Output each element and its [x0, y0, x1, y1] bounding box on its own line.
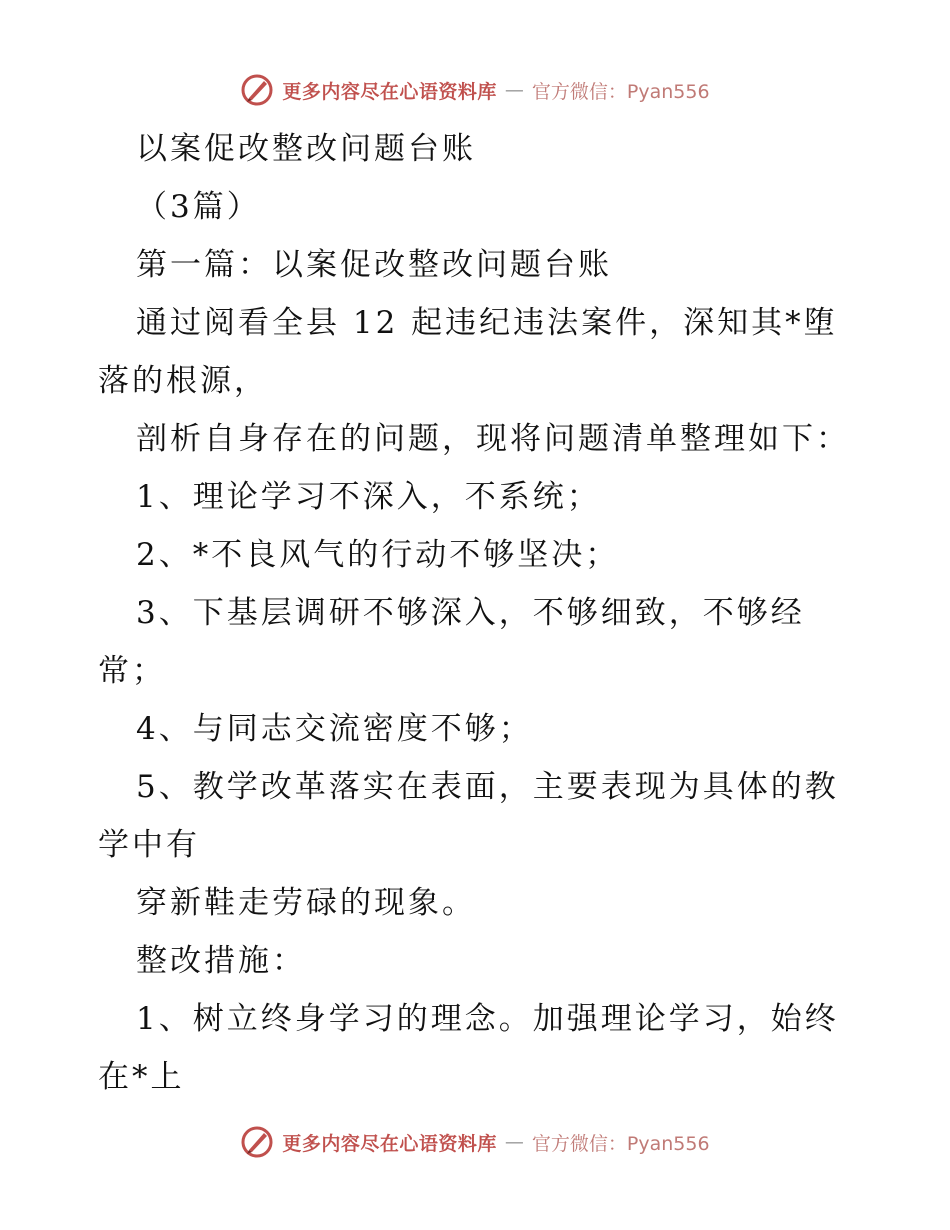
- list-item: 5、教学改革落实在表面，主要表现为具体的教: [136, 769, 839, 805]
- section-heading: 整改措施：: [136, 943, 306, 979]
- list-item: 2、*不良风气的行动不够坚决；: [136, 537, 620, 573]
- watermark-dash: —: [504, 79, 524, 101]
- header-watermark: [0, 70, 950, 110]
- paragraph-line: 剖析自身存在的问题，现将问题清单整理如下：: [136, 421, 850, 457]
- watermark-wechat: 官方微信：Pyan556: [531, 80, 710, 103]
- list-item: 3、下基层调研不够深入，不够细致，不够经: [136, 595, 805, 631]
- list-item-continuation: 在*上: [98, 1059, 185, 1095]
- pen-logo-icon: [240, 1125, 274, 1159]
- doc-title: 以案促改整改问题台账: [136, 131, 476, 167]
- document-body: [98, 120, 850, 1106]
- paragraph-line: 穿新鞋走劳碌的现象。: [136, 885, 476, 921]
- section-heading: 第一篇：以案促改整改问题台账: [136, 247, 612, 283]
- list-item: 1、理论学习不深入，不系统；: [136, 479, 601, 515]
- watermark-text: 更多内容尽在心语资料库: [282, 80, 497, 103]
- paragraph-line: 通过阅看全县 12 起违纪违法案件，深知其*堕: [136, 305, 838, 341]
- footer-watermark: [0, 1122, 950, 1162]
- paragraph-line: 落的根源，: [98, 363, 268, 399]
- list-item-continuation: 学中有: [98, 827, 200, 863]
- doc-subtitle: （3篇）: [136, 189, 261, 225]
- watermark-wechat: 官方微信：Pyan556: [531, 1132, 710, 1155]
- pen-logo-icon: [240, 73, 274, 107]
- watermark-text: 更多内容尽在心语资料库: [282, 1132, 497, 1155]
- list-item: 1、树立终身学习的理念。加强理论学习，始终: [136, 1001, 839, 1037]
- list-item-continuation: 常；: [98, 653, 166, 689]
- watermark-dash: —: [504, 1131, 524, 1153]
- list-item: 4、与同志交流密度不够；: [136, 711, 533, 747]
